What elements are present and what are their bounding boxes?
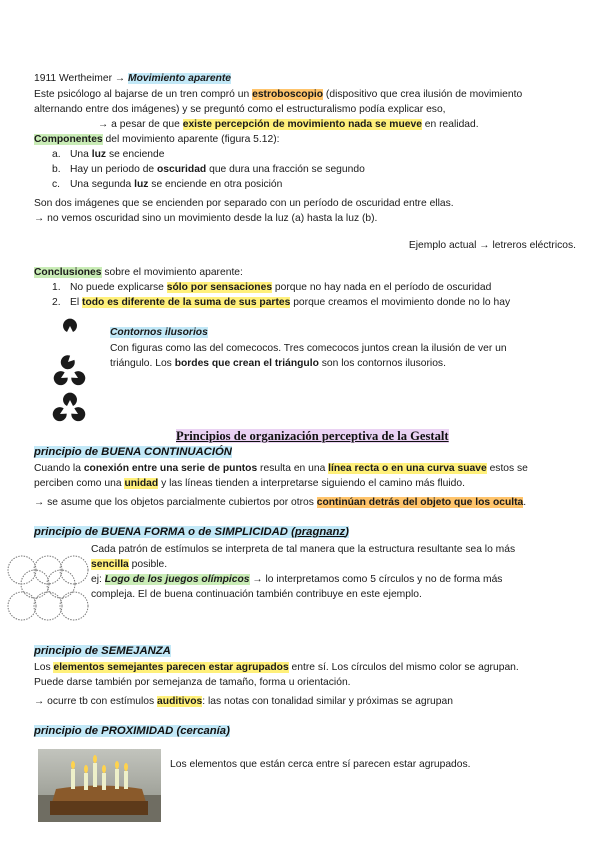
intro-heading bbox=[34, 72, 231, 85]
components-heading bbox=[34, 133, 280, 146]
text: y las líneas tienden a interpretarse siguiendo el camino más fluido. bbox=[158, 478, 465, 489]
text: continúan detrás del objeto que los oculta bbox=[316, 497, 524, 508]
text: → se asume que los objetos parcialmente cubiertos por otros bbox=[34, 497, 317, 508]
text: estos se bbox=[486, 463, 528, 474]
good-form-heading bbox=[34, 526, 349, 539]
conclusions-label: Conclusiones bbox=[34, 267, 102, 278]
pacman-triangle-figure bbox=[48, 318, 92, 426]
list-marker: a. bbox=[52, 149, 61, 160]
conclusion-item-2 bbox=[52, 296, 510, 309]
contours-line-2 bbox=[110, 357, 446, 370]
text: son los contornos ilusorios. bbox=[318, 358, 446, 369]
highlight-percepcion: existe percepción de movimiento nada se mueve bbox=[182, 119, 422, 130]
intro-line-3 bbox=[98, 118, 479, 131]
text: oscuridad bbox=[157, 164, 207, 175]
component-item-a bbox=[52, 148, 164, 161]
text: → a pesar de que bbox=[98, 119, 183, 130]
good-form-line-3 bbox=[91, 573, 502, 586]
text: conexión entre una serie de puntos bbox=[83, 463, 258, 474]
list-marker: b. bbox=[52, 164, 61, 175]
text: (dispositivo que crea ilusión de movimiento bbox=[323, 89, 523, 100]
text: Una segunda bbox=[70, 179, 135, 190]
text: posible. bbox=[128, 559, 168, 570]
pacman-bottom-left-icon bbox=[63, 393, 77, 406]
text: elementos semejantes parecen estar agrupados bbox=[53, 662, 289, 673]
text: Logo de los juegos olímpicos bbox=[104, 574, 250, 585]
text: que dura una fracción se segundo bbox=[206, 164, 365, 175]
text: Principios de organización perceptiva de la Gestalt bbox=[176, 429, 449, 443]
good-form-line-2 bbox=[91, 558, 167, 571]
continuation-line-3 bbox=[34, 496, 526, 509]
text: sólo por sensaciones bbox=[166, 282, 273, 293]
proximity-text: Los elementos que están cerca entre sí parecen estar agrupados. bbox=[170, 759, 471, 770]
similarity-heading bbox=[34, 645, 171, 658]
section-title-contornos: Contornos ilusorios bbox=[110, 327, 208, 338]
list-marker: 1. bbox=[52, 282, 61, 293]
text: sencilla bbox=[91, 559, 129, 570]
intro-line-2: alternando entre dos imágenes) y se preguntó como el estructuralismo podía explicar eso, bbox=[34, 104, 446, 115]
good-form-line-1: Cada patrón de estímulos se interpreta de tal manera que la estructura resultante sea lo más bbox=[91, 544, 516, 555]
similarity-line-2: Puede darse también por semejanza de tamaño, forma u orientación. bbox=[34, 677, 351, 688]
conclusions-heading bbox=[34, 266, 243, 279]
pacman-left-icon bbox=[51, 369, 70, 388]
text: se enciende en otra posición bbox=[148, 179, 283, 190]
contours-line-1: Con figuras como las del comecocos. Tres comecocos juntos crean la ilusión de ver un bbox=[110, 343, 507, 354]
text: luz bbox=[134, 179, 149, 190]
text: porque no hay nada en el período de oscuridad bbox=[272, 282, 492, 293]
similarity-line-3 bbox=[34, 695, 453, 708]
text: principio de BUENA CONTINUACIÓN bbox=[34, 446, 232, 458]
text: No puede explicarse bbox=[70, 282, 167, 293]
text: luz bbox=[91, 149, 107, 160]
similarity-line-1 bbox=[34, 661, 519, 674]
pacman-bottom-l2-icon bbox=[50, 405, 69, 424]
text: ) bbox=[345, 526, 349, 538]
list-marker: c. bbox=[52, 179, 61, 190]
component-item-c bbox=[52, 178, 282, 191]
olympic-rings-figure bbox=[4, 548, 88, 630]
pacman-top-icon bbox=[63, 319, 77, 332]
components-label: Componentes bbox=[34, 134, 103, 145]
text bbox=[34, 526, 349, 538]
text: resulta en una bbox=[257, 463, 329, 474]
example-line: Ejemplo actual → letreros eléctricos. bbox=[408, 240, 576, 251]
component-item-b bbox=[52, 163, 365, 176]
section-title-movimiento: Movimiento aparente bbox=[128, 73, 232, 84]
text: El bbox=[70, 297, 83, 308]
intro-line-1 bbox=[34, 88, 522, 101]
ring-6 bbox=[8, 592, 36, 620]
pacman-middle-icon bbox=[58, 353, 77, 372]
text: principio de SEMEJANZA bbox=[34, 645, 171, 657]
text: → lo interpretamos como 5 círculos y no de forma más bbox=[249, 574, 503, 585]
text: → ocurre tb con estímulos bbox=[34, 696, 158, 707]
pacman-right-icon bbox=[69, 369, 88, 388]
text: en realidad. bbox=[421, 119, 479, 130]
text: Los bbox=[34, 662, 54, 673]
ring-8 bbox=[60, 592, 88, 620]
components-note-2: → no vemos oscuridad sino un movimiento desde la luz (a) hasta la luz (b). bbox=[34, 213, 378, 224]
highlight-estroboscopio: estroboscopio bbox=[252, 89, 324, 100]
continuation-line-2 bbox=[34, 477, 465, 490]
text: bordes que crean el triángulo bbox=[174, 358, 319, 369]
text: sobre el movimiento aparente: bbox=[101, 267, 243, 278]
components-note-1: Son dos imágenes que se encienden por separado con un período de oscuridad entre ellas. bbox=[34, 198, 454, 209]
intro-author: 1911 Wertheimer → bbox=[34, 73, 129, 84]
text: todo es diferente de la suma de sus partes bbox=[82, 297, 291, 308]
continuation-heading bbox=[34, 446, 232, 459]
candles-photo bbox=[38, 749, 161, 822]
text: principio de PROXIMIDAD (cercanía) bbox=[34, 725, 230, 737]
text: triángulo. Los bbox=[110, 358, 175, 369]
ring-7 bbox=[34, 592, 62, 620]
text: ej: bbox=[91, 574, 105, 585]
principles-title bbox=[176, 430, 449, 444]
text: . bbox=[523, 497, 527, 508]
text: Hay un periodo de bbox=[70, 164, 158, 175]
continuation-line-1 bbox=[34, 462, 528, 475]
contours-heading bbox=[110, 326, 208, 339]
proximity-heading bbox=[34, 725, 230, 738]
text: perciben como una bbox=[34, 478, 125, 489]
text: principio de BUENA FORMA o de SIMPLICIDAD ( bbox=[34, 526, 295, 538]
text: Este psicólogo al bajarse de un tren compró un bbox=[34, 89, 253, 100]
conclusion-item-1 bbox=[52, 281, 491, 294]
text: auditivos bbox=[157, 696, 203, 707]
text: del movimiento aparente (figura 5.12): bbox=[102, 134, 280, 145]
text: unidad bbox=[124, 478, 159, 489]
text: entre sí. Los círculos del mismo color se agrupan. bbox=[288, 662, 519, 673]
text: pragnanz bbox=[294, 526, 346, 538]
text: línea recta o en una curva suave bbox=[328, 463, 487, 474]
text: se enciende bbox=[106, 149, 165, 160]
text: Una bbox=[70, 149, 92, 160]
list-marker: 2. bbox=[52, 297, 61, 308]
text: Cuando la bbox=[34, 463, 84, 474]
good-form-line-4: compleja. El de buena continuación también contribuye en este ejemplo. bbox=[91, 589, 422, 600]
text: : las notas con tonalidad similar y próximas se agrupan bbox=[202, 696, 453, 707]
pacman-bottom-r2-icon bbox=[69, 405, 88, 424]
text: porque creamos el movimiento donde no lo hay bbox=[290, 297, 511, 308]
